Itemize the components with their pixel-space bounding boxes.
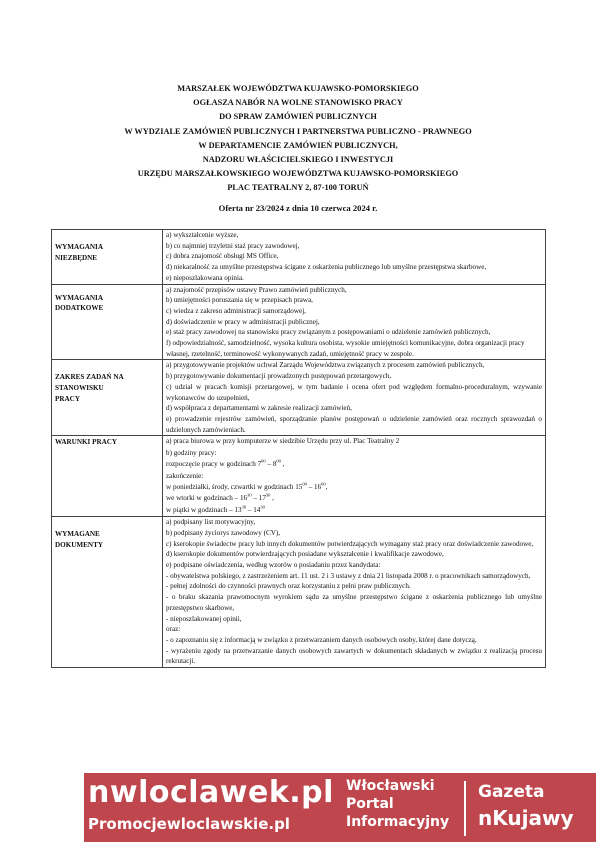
list-item: f) odpowiedzialność, samodzielność, wysoka kultura osobista, wysokie umiejętności komunikacyjne, dobra organizacji pracy własnej, rzetelność, terminowość wykonywanych zadań, umiejętność pracy w zespole. <box>166 339 525 358</box>
header-line: NADZORU WŁAŚCICIELSKIEGO I INWESTYCJI <box>202 155 394 165</box>
list-item: c) wiedza z zakresu administracji samorządowej, <box>166 306 306 315</box>
list-item: - nieposzlakowanej opinii, <box>166 614 242 623</box>
list-item: c) udział w pracach komisji przetargowej, w tym badanie i ocena ofert pod względem formalno-proceduralnym, wzywanie wykonawców do uzupełnień, <box>166 382 542 402</box>
table-row <box>52 360 546 436</box>
offer-number: Oferta nr 23/2024 z dnia 10 czerwca 2024 r. <box>218 203 378 213</box>
announcement-header <box>40 82 556 196</box>
requirements-table <box>51 229 546 668</box>
banner-portal-text: Włocławski Portal Informacyjny <box>346 778 450 830</box>
list-item: b) przygotowywanie dokumentacji prowadzonych postępowań przetargowych, <box>166 372 392 381</box>
list-item: b) umiejętności poruszania się w przepisach prawa, <box>166 296 313 305</box>
row-label: ZAKRES ZADAŃ NA STANOWISKU PRACY <box>52 360 163 436</box>
row-content <box>163 517 546 668</box>
header-line: MARSZAŁEK WOJEWÓDZTWA KUJAWSKO-POMORSKIEGO <box>177 84 419 93</box>
banner-site-link[interactable]: nwloclawek.pl <box>88 775 334 810</box>
list-item: c) dobra znajomość obsługi MS Office, <box>166 252 279 261</box>
list-item: - o zapoznaniu się z informacją w związku z przetwarzaniem danych osobowych osoby, której dane dotyczą, <box>166 635 477 644</box>
banner-promo-link[interactable]: Promocjewloclawskie.pl <box>88 815 290 833</box>
list-item: - wyrażeniu zgody na przetwarzanie danych osobowych zawartych w dokumentach składanych w związku z realizacją procesu rekrutacji. <box>166 646 542 666</box>
list-item: b) godziny pracy: <box>166 448 217 457</box>
table-row <box>52 436 546 517</box>
list-item: a) praca biurowa w przy komputerze w siedzibie Urzędu przy ul. Plac Teatralny 2 <box>166 437 400 446</box>
list-item: e) prowadzenie rejestrów zamówień, sporządzanie planów postępowań o udzielenie zamówień oraz rocznych sprawozdań o udzielonych zamówieniach. <box>166 414 542 434</box>
work-hours-mon: w poniedziałki, środy, czwartki w godzinach $15^{00} - 16^{00}$, <box>166 481 328 491</box>
banner-gazeta-text: Gazeta nKujawy <box>478 782 574 830</box>
list-item: a) wykształcenie wyższe, <box>166 231 239 239</box>
list-item: - o braku skazania prawomocnym wyrokiem sądu za umyślne przestępstwo ścigane z oskarżenia publicznego lub umyślne przestępstwo skarbowe, <box>166 593 542 612</box>
row-label: WYMAGANIA DODATKOWE <box>52 284 163 360</box>
list-item: d) doświadczenie w pracy w administracji publicznej, <box>166 317 320 326</box>
header-line: OGŁASZA NABÓR NA WOLNE STANOWISKO PRACY <box>193 98 403 108</box>
row-label: WARUNKI PRACY <box>52 436 163 517</box>
list-item: d) współpraca z departamentami w zakresie realizacji zamówień, <box>166 404 352 413</box>
header-line: W WYDZIALE ZAMÓWIEŃ PUBLICZNYCH I PARTNERSTWA PUBLICZNO - PRAWNEGO <box>124 126 472 136</box>
row-content <box>163 284 546 360</box>
table-row <box>52 230 546 285</box>
watermark-banner <box>84 773 596 842</box>
list-item: b) podpisany życiorys zawodowy (CV), <box>166 528 281 537</box>
list-item: e) podpisane oświadczenia, według wzorów o posiadaniu przez kandydata: <box>166 561 381 570</box>
header-line: DO SPRAW ZAMÓWIEŃ PUBLICZNYCH <box>219 112 377 122</box>
banner-divider <box>464 781 466 836</box>
list-item: oraz: <box>166 625 181 634</box>
row-label: WYMAGANE DOKUMENTY <box>52 517 163 668</box>
header-line: URZĘDU MARSZAŁKOWSKIEGO WOJEWÓDZTWA KUJAWSKO-POMORSKIEGO <box>137 169 459 179</box>
table-row <box>52 517 546 668</box>
list-item: - obywatelstwa polskiego, z zastrzeżeniem art. 11 ust. 2 i 3 ustawy z dnia 21 listopada 2008 r. o pracownikach samorządowych, <box>166 571 531 580</box>
row-content <box>163 436 546 517</box>
table-row <box>52 284 546 360</box>
list-item: e) staż pracy zawodowej na stanowisku pracy związanym z postępowaniami o udzielenie zamówień publicznych, <box>166 328 491 337</box>
row-label: WYMAGANIA NIEZBĘDNE <box>52 230 163 285</box>
list-item: b) co najmniej trzyletni staż pracy zawodowej, <box>166 241 300 250</box>
list-item: a) przygotowywanie projektów uchwał Zarządu Województwa związanych z procesem zamówień publicznych, <box>166 361 485 370</box>
list-item: - pełnej zdolności do czynności prawnych oraz korzystaniu z pełni praw publicznych. <box>166 582 411 591</box>
list-item: c) kserokopie świadectw pracy lub innych dokumentów potwierdzających wymagany staż pracy oraz doświadczenie zawodowe, <box>166 539 534 548</box>
work-hours-end-label: zakończenie: <box>166 471 204 480</box>
row-content <box>163 360 546 436</box>
row-content <box>163 230 546 285</box>
list-item: e) nieposzlakowana opinia. <box>166 273 244 282</box>
work-hours-fri: w piątki w godzinach – $13^{30} - 14^{30}$ <box>166 504 265 514</box>
header-line: W DEPARTAMENCIE ZAMÓWIEŃ PUBLICZNYCH, <box>198 140 398 150</box>
header-line: PLAC TEATRALNY 2, 87-100 TORUŃ <box>227 183 369 193</box>
work-hours-tue: we wtorki w godzinach – $16^{30} - 17^{30}$ , <box>166 493 274 503</box>
list-item: d) kserokopie dokumentów potwierdzających posiadane wykształcenie i kwalifikacje zawodowe, <box>166 550 444 559</box>
work-hours-start: rozpoczęcie pracy w godzinach $7^{00} - 8^{00}$ , <box>166 458 285 469</box>
list-item: a) znajomość przepisów ustawy Prawo zamówień publicznych, <box>166 285 347 294</box>
list-item: d) niekaralność za umyślne przestępstwa ścigane z oskarżenia publicznego lub umyślne przestępstwa skarbowe, <box>166 263 487 272</box>
list-item: a) podpisany list motywacyjny, <box>166 518 256 527</box>
